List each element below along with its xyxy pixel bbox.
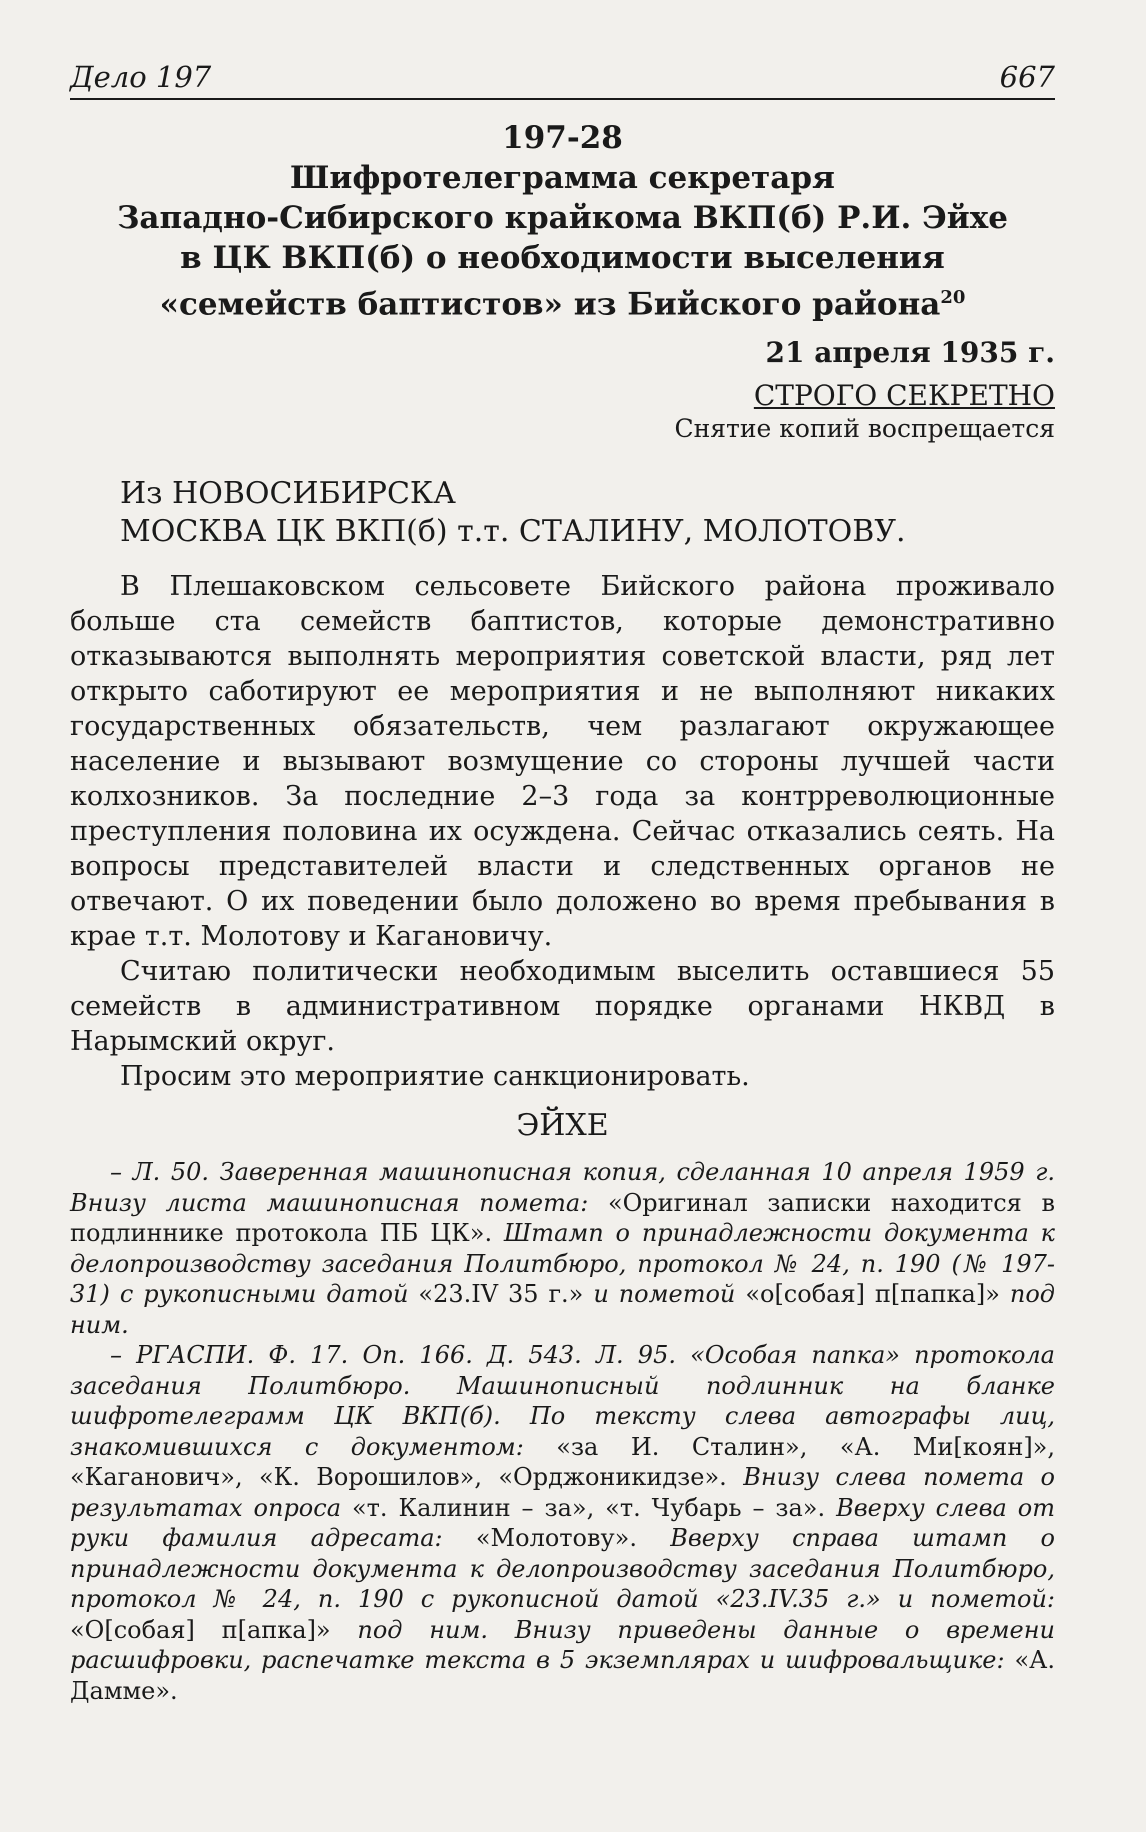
page-number: 667 [999, 60, 1055, 94]
archival-notes [70, 1157, 1055, 1706]
document-page [70, 60, 1055, 1706]
to-line: МОСКВА ЦК ВКП(б) т.т. СТАЛИНУ, МОЛОТОВУ. [120, 514, 906, 550]
title-line-1: Шифротелеграмма секретаря [290, 160, 835, 196]
running-header [70, 60, 1055, 100]
title-line-4: «семейств баптистов» из Бийского района$^{20}$ [159, 286, 966, 323]
routing [70, 475, 1055, 551]
telegram-body [70, 569, 1055, 1094]
signature: ЭЙХЕ [516, 1108, 609, 1144]
secrecy-note: Снятие копий воспрещается [674, 414, 1055, 444]
body-paragraph-3: Просим это мероприятие санкционировать. [120, 1061, 750, 1093]
title-number: 197-28 [502, 120, 623, 156]
secrecy-label: СТРОГО СЕКРЕТНО [753, 379, 1055, 413]
title-line-2: Западно-Сибирского крайкома ВКП(б) Р.И. Эйхе [117, 200, 1008, 236]
title-line-3: в ЦК ВКП(б) о необходимости выселения [180, 240, 945, 276]
header-case: Дело 197 [70, 60, 212, 94]
body-paragraph-1: В Плешаковском сельсовете Бийского района проживало больше ста семейств баптистов, которые демонстративно отказываются выполнять мероприятия советской власти, ряд лет открыто саботируют ее мероприятия и не выполняют никаких государственных обязательств, чем разлагают окружающее население и вызывают возмущение со стороны лучшей части колхозников. За последние 2–3 года за контрреволюционные преступления половина их осуждена. Сейчас отказались сеять. На вопросы представителей власти и следственных органов не отвечают. О их поведении было доложено во время пребывания в крае т.т. Молотову и Кагановичу. [70, 571, 1055, 953]
footnote-ref: 20 [940, 287, 966, 308]
note-2: – РГАСПИ. Ф. 17. Оп. 166. Д. 543. Л. 95. «Особая папка» протокола заседания Политбюро. Машинописный подлинник на бланке шифротелеграмм ЦК ВКП(б). По тексту слева автографы лиц, знакомившихся с документом: «за И. Сталин», «А. Ми[коян]», «Каганович», «К. Ворошилов», «Орджоникидзе». Внизу слева помета о результатах опроса «т. Калинин – за», «т. Чубарь – за». Вверху слева от руки фамилия адресата: «Молотову». Вверху справа штамп о принадлежности документа к делопроизводству заседания Политбюро, протокол № 24, п. 190 с рукописной датой «23.IV.35 г.» и пометой: «О[собая] п[апка]» под ним. Внизу приведены данные о времени расшифровки, распечатке текста в 5 экземплярах и шифровальщике: «А. Дамме». [70, 1341, 1056, 1705]
document-title [70, 118, 1055, 324]
body-paragraph-2: Считаю политически необходимым выселить оставшиеся 55 семейств в административном порядке органами НКВД в Нарымский округ. [70, 956, 1055, 1058]
from-line: Из НОВОСИБИРСКА [120, 476, 456, 512]
document-date: 21 апреля 1935 г. [765, 336, 1055, 370]
note-1: – Л. 50. Заверенная машинописная копия, сделанная 10 апреля 1959 г. Внизу листа машинописная помета: «Оригинал записки находится в подлиннике протокола ПБ ЦК». Штамп о принадлежности документа к делопроизводству заседания Политбюро, протокол № 24, п. 190 (№ 197-31) с рукописными датой «23.IV 35 г.» и пометой «о[собая] п[папка]» под ним. [70, 1158, 1056, 1339]
